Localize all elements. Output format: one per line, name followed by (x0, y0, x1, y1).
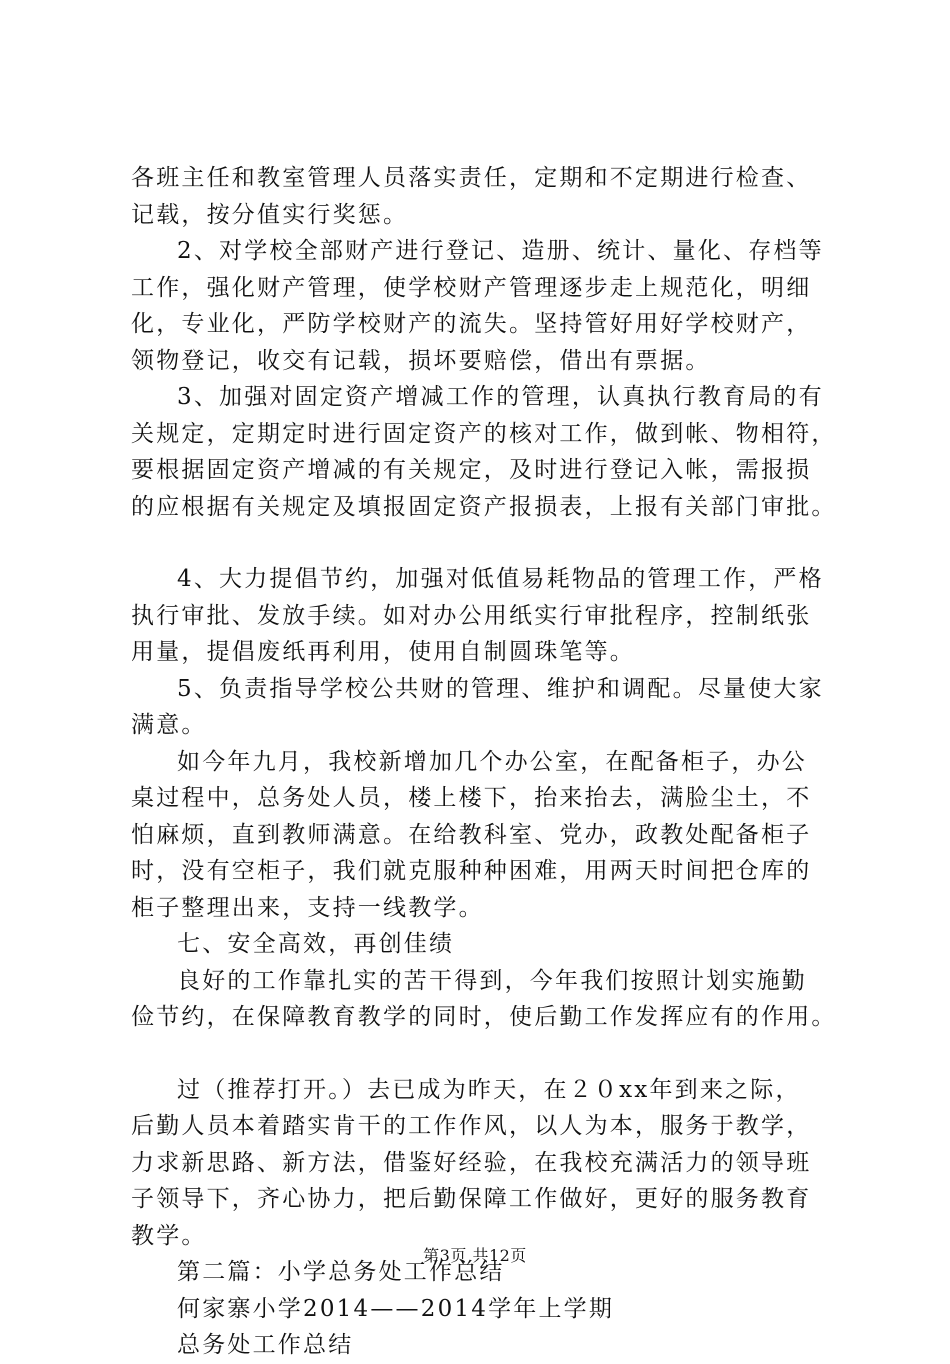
text-line: 5、负责指导学校公共财的管理、维护和调配。尽量使大家 (177, 675, 824, 702)
subtitle-line: 何家寨小学2014——2014学年上学期 (177, 1295, 615, 1322)
text-line: 俭节约，在保障教育教学的同时，使后勤工作发挥应有的作用。 (131, 1004, 837, 1030)
text-line: 关规定，定期定时进行固定资产的核对工作，做到帐、物相符， (131, 420, 837, 447)
text-line: 执行审批、发放手续。如对办公用纸实行审批程序，控制纸张 (131, 602, 812, 629)
text-line: 3、加强对固定资产增减工作的管理，认真执行教育局的有 (177, 384, 824, 410)
text-line: 4、大力提倡节约，加强对低值易耗物品的管理工作，严格 (177, 566, 824, 592)
text-line: 桌过程中，总务处人员，楼上楼下，抬来抬去，满脸尘土，不 (131, 785, 812, 811)
text-line: 要根据固定资产增减的有关规定，及时进行登记入帐，需报损 (131, 457, 812, 483)
text-line: 各班主任和教室管理人员落实责任，定期和不定期进行检查、 (131, 165, 812, 191)
section-heading: 七、安全高效，再创佳绩 (177, 931, 455, 957)
paragraph-gap (131, 1036, 851, 1072)
text-line: 工作，强化财产管理，使学校财产管理逐步走上规范化，明细 (131, 274, 812, 301)
paragraph-gap (131, 525, 851, 561)
text-line: 柜子整理出来，支持一线教学。 (131, 894, 484, 921)
text-line: 怕麻烦，直到教师满意。在给教科室、党办，政教处配备柜子 (131, 821, 812, 848)
page-footer: 第3页 共12页 (423, 1246, 527, 1265)
text-line: 良好的工作靠扎实的苦干得到，今年我们按照计划实施勤 (177, 967, 807, 994)
text-line: 子领导下，齐心协力，把后勤保障工作做好，更好的服务教育 (131, 1186, 812, 1212)
text-line: 过（推荐打开。）去已成为昨天，在２０xx年到来之际， (177, 1076, 801, 1103)
body-text (131, 160, 851, 1364)
text-line: 2、对学校全部财产进行登记、造册、统计、量化、存档等 (177, 238, 824, 264)
text-line: 教学。 (131, 1222, 207, 1249)
text-line: 的应根据有关规定及填报固定资产报损表，上报有关部门审批。 (131, 493, 837, 520)
subtitle-line: 总务处工作总结 (177, 1332, 354, 1358)
text-line: 领物登记，收交有记载，损坏要赔偿，借出有票据。 (131, 347, 711, 374)
text-line: 力求新思路、新方法，借鉴好经验，在我校充满活力的领导班 (131, 1149, 812, 1176)
text-line: 化，专业化，严防学校财产的流失。坚持管好用好学校财产， (131, 311, 812, 337)
text-line: 记载，按分值实行奖惩。 (131, 201, 409, 228)
section-title: 第二篇：小学总务处工作总结 (177, 1259, 505, 1285)
text-line: 如今年九月，我校新增加几个办公室，在配备柜子，办公 (177, 748, 807, 775)
text-line: 满意。 (131, 712, 207, 738)
text-line: 用量，提倡废纸再利用，使用自制圆珠笔等。 (131, 639, 635, 665)
text-line: 后勤人员本着踏实肯干的工作作风，以人为本，服务于教学， (131, 1113, 812, 1139)
text-line: 时，没有空柜子，我们就克服种种困难，用两天时间把仓库的 (131, 858, 812, 884)
